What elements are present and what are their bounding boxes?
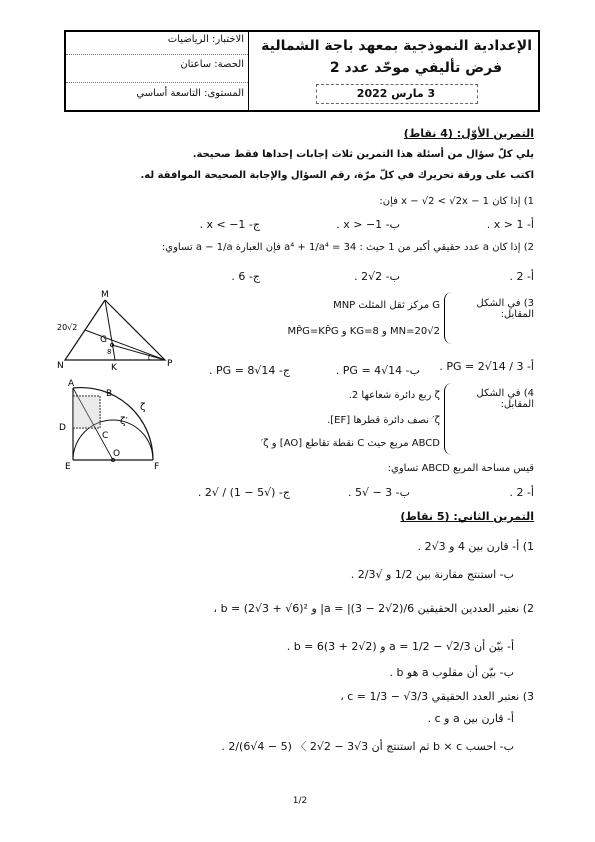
label-c: C: [102, 431, 109, 441]
q1-option-a: أ- x > 1 .: [486, 218, 534, 231]
duration-label: الحصة: ساعتان: [180, 59, 244, 70]
q3-brace: [444, 292, 455, 344]
ex2-part3: 3) نعتبر العدد الحقيقي c = 1/3 − √3/3 ،: [340, 690, 534, 703]
q3-option-b: ب- PG = 4√14 .: [335, 364, 420, 377]
header-row-line: [66, 54, 248, 55]
q3-option-a: أ- PG = 2√14 / 3 .: [439, 360, 534, 373]
ex1-instruction-1: يلي كلّ سؤال من أسئلة هذا التمرين ثلاث إجابات إحداها فقط صحيحة.: [192, 149, 534, 160]
label-d: D: [59, 423, 66, 433]
q3-line-1: G مركز ثقل المثلث MNP: [333, 300, 440, 311]
label-e: E: [65, 462, 71, 470]
square-shading: [73, 396, 100, 428]
q1-option-c: ج- x < −1 .: [199, 218, 260, 231]
q4-line-2: ζ′ نصف دائرة قطرها [EF].: [327, 415, 440, 426]
q4-option-a: أ- 2 .: [509, 486, 534, 499]
triangle-mnp: [65, 300, 165, 360]
label-o: O: [113, 449, 121, 459]
label-zeta-prime: ζ′: [120, 416, 128, 427]
exam-title: فرض تأليفي موحّد عدد 2: [329, 60, 502, 76]
ex2-part1a: 1) أ- قارن بين 4 و 3√2 .: [417, 540, 534, 553]
q4-brace: [444, 383, 455, 455]
school-name: الإعدادية النموذجية بمعهد باجة الشمالية: [261, 38, 532, 54]
median-p: [85, 330, 165, 360]
label-kg-length: 8: [107, 348, 112, 356]
ex2-part1b: ب- استنتج مقارنة بين 1/2 و √2/3 .: [350, 568, 514, 581]
label-f: F: [154, 462, 160, 470]
q4-intro: 4) في الشكل المقابل:: [476, 388, 534, 410]
ex2-part2b: ب- بيّن أن مقلوب a هو b .: [389, 666, 514, 679]
q2-option-b: ب- 2√2 .: [354, 270, 400, 283]
page-number: 1/2: [292, 796, 308, 806]
ex2-title: التمرين الثاني: (5 نقاط): [400, 510, 534, 523]
ex2-part2: 2) نعتبر العددين الحقيقين a = |(3 − 2√2)/6| و b = (2√3 + √6)² ،: [213, 602, 534, 615]
header-row-line: [66, 82, 248, 83]
header-box: [64, 30, 540, 112]
label-mn-length: 20√2: [57, 323, 78, 332]
label-g: G: [100, 335, 107, 345]
header-divider: [248, 32, 249, 110]
ex2-part2a: أ- بيّن أن a = 1/2 − √2/3 و b = 6(3 + 2√2) .: [286, 640, 514, 653]
quarter-circle-figure: [58, 378, 168, 470]
ex1-title: التمرين الأوّل: (4 نقاط): [403, 127, 534, 140]
q1-text: 1) إذا كان 1 − x − √2 < √2x فإن:: [379, 196, 534, 207]
q1-option-b: ب- x > −1 .: [336, 218, 400, 231]
q4-option-b: ب- 3 − √5 .: [347, 486, 410, 499]
ex2-part3b: ب- احسب b × c ثم استنتج أن 3√3 − 2√2 〉 (5 − 4√6)/2 .: [221, 740, 514, 753]
q2-text: 2) إذا كان a عدد حقيقي أكبر من 1 حيث : a⁴ + 1/a⁴ = 34 فإن العبارة a − 1/a تساوي:: [161, 242, 534, 253]
exam-date: 3 مارس 2022: [356, 87, 436, 100]
label-m: M: [101, 290, 109, 300]
q4-line-3: ABCD مربع حيث C نقطة تقاطع [AO] و ζ′: [260, 438, 440, 449]
q2-option-c: ج- 6 .: [231, 270, 260, 283]
ex2-part3a: أ- قارن بين a و c .: [427, 712, 514, 725]
q2-option-a: أ- 2 .: [509, 270, 534, 283]
q4-line-4: قيس مساحة المربع ABCD تساوي:: [387, 463, 534, 474]
subject-label: الاختبار: الرياضيات: [167, 34, 244, 45]
label-k: K: [111, 363, 117, 373]
q3-option-c: ج- PG = 8√14 .: [209, 364, 290, 377]
label-a: A: [68, 379, 75, 389]
label-p: P: [167, 359, 173, 369]
q3-intro: 3) في الشكل المقابل:: [476, 298, 534, 320]
q3-line-2: MN=20√2 و KG=8 و MP̂G=KP̂G: [287, 326, 440, 337]
triangle-figure: [55, 290, 185, 375]
level-label: المستوى: التاسعة أساسي: [136, 88, 244, 99]
label-zeta: ζ: [140, 402, 146, 413]
q4-line-1: ζ ربع دائرة شعاعها 2.: [348, 390, 440, 401]
ex1-instruction-2: اكتب على ورقة تحريرك في كلّ مرّة، رقم السؤال والإجابة الصحيحة الموافقة له.: [140, 170, 534, 181]
label-n: N: [57, 361, 64, 371]
label-b: B: [106, 389, 113, 399]
q4-option-c: ج- (√5 − 1) / √2 .: [197, 486, 290, 499]
